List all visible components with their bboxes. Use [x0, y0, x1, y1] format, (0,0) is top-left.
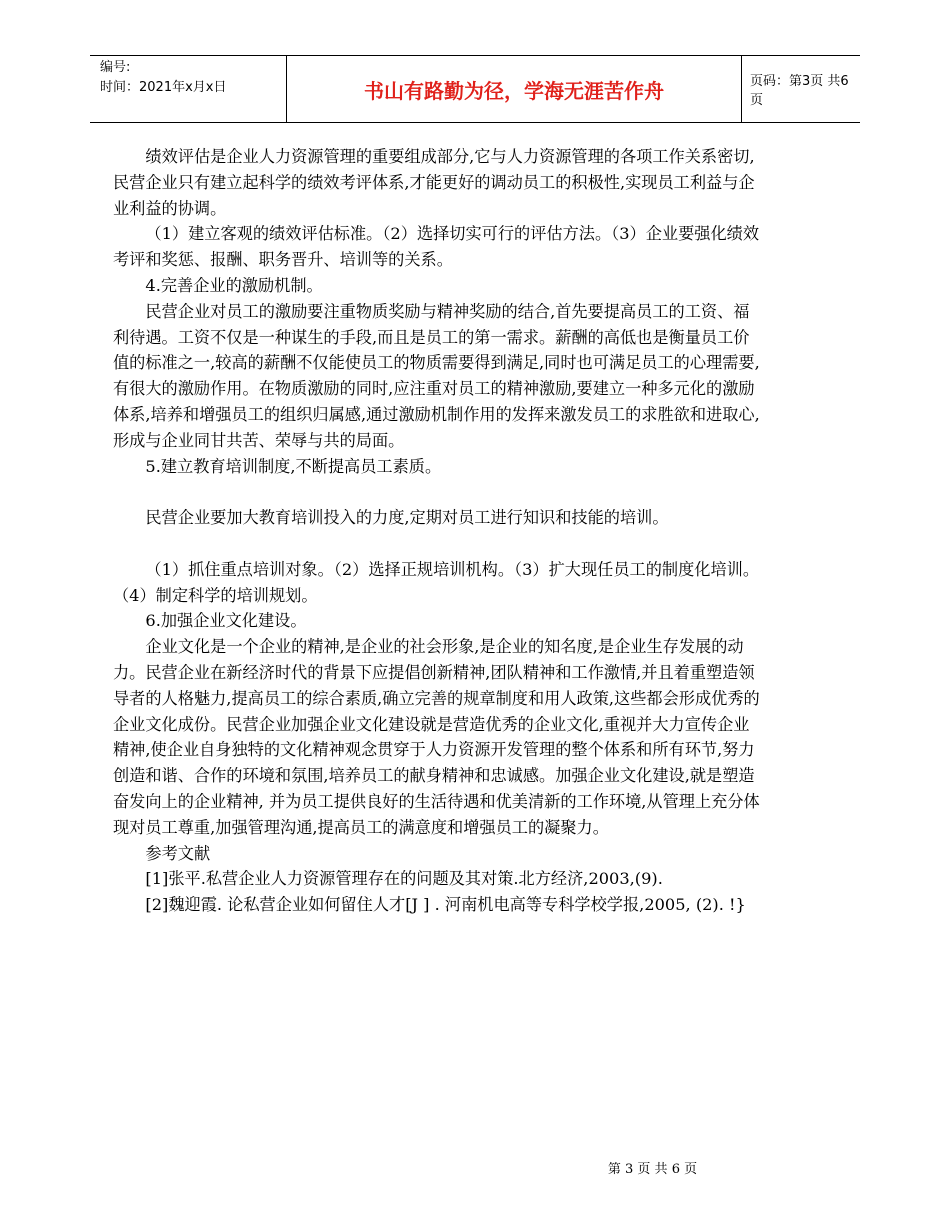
- paragraph-evaluation-steps: （1）建立客观的绩效评估标准。（2）选择切实可行的评估方法。（3）企业要强化绩效考评和奖惩、报酬、职务晋升、培训等的关系。: [113, 224, 760, 270]
- paragraph-training-steps: （1）抓住重点培训对象。（2）选择正规培训机构。（3）扩大现任员工的制度化培训。（4）制定科学的培训规划。: [113, 559, 760, 605]
- section-heading-culture: 6.加强企业文化建设。: [145, 611, 307, 631]
- reference-item-1: [1]张平.私营企业人力资源管理存在的问题及其对策.北方经济,2003,(9).: [145, 869, 663, 889]
- document-body: [113, 144, 765, 918]
- document-number-label: 编号:: [100, 60, 131, 75]
- references-heading: 参考文献: [145, 843, 211, 863]
- header-motto: 书山有路勤为径，学海无涯苦作舟: [286, 56, 742, 122]
- paragraph-culture: 企业文化是一个企业的精神,是企业的社会形象,是企业的知名度,是企业生存发展的动力。民营企业在新经济时代的背景下应提倡创新精神,团队精神和工作激情,并且着重塑造领导者的人格魅力,提高员工的综合素质,确立完善的规章制度和用人政策,这些都会形成优秀的企业文化成份。民营企业加强企业文化建设就是营造优秀的企业文化,重视并大力宣传企业精神,使企业自身独特的文化精神观念贯穿于人力资源开发管理的整个体系和所有环节,努力创造和谐、合作的环境和氛围,培养员工的献身精神和忠诚感。加强企业文化建设,就是塑造奋发向上的企业精神, 并为员工提供良好的生活待遇和优美清新的工作环境,从管理上充分体现对员工尊重,加强管理沟通,提高员工的满意度和增强员工的凝聚力。: [113, 637, 760, 837]
- reference-item-2: [2]魏迎霞. 论私营企业如何留住人才[J ] . 河南机电高等专科学校学报,2005, (2). !}: [145, 895, 746, 915]
- page-header: [90, 55, 860, 123]
- paragraph-training: 民营企业要加大教育培训投入的力度,定期对员工进行知识和技能的培训。: [145, 508, 669, 528]
- header-meta: [100, 58, 286, 98]
- paragraph-incentive: 民营企业对员工的激励要注重物质奖励与精神奖励的结合,首先要提高员工的工资、福利待遇。工资不仅是一种谋生的手段,而且是员工的第一需求。薪酬的高低也是衡量员工价值的标准之一,较高的薪酬不仅能使员工的物质需要得到满足,同时也可满足员工的心理需要,有很大的激励作用。在物质激励的同时,应注重对员工的精神激励,要建立一种多元化的激励体系,培养和增强员工的组织归属感,通过激励机制作用的发挥来激发员工的求胜欲和进取心,形成与企业同甘共苦、荣辱与共的局面。: [113, 301, 760, 450]
- page-footer: 第 3 页 共 6 页: [607, 1162, 698, 1177]
- document-time-label: 时间：2021年x月x日: [100, 80, 227, 95]
- section-heading-training: 5.建立教育培训制度,不断提高员工素质。: [145, 456, 442, 476]
- section-heading-incentive: 4.完善企业的激励机制。: [145, 275, 323, 295]
- header-page-info: 页码：第3页 共6页: [750, 74, 849, 108]
- paragraph-performance-evaluation: 绩效评估是企业人力资源管理的重要组成部分,它与人力资源管理的各项工作关系密切,民营企业只有建立起科学的绩效考评体系,才能更好的调动员工的积极性,实现员工利益与企业利益的协调。: [113, 147, 755, 218]
